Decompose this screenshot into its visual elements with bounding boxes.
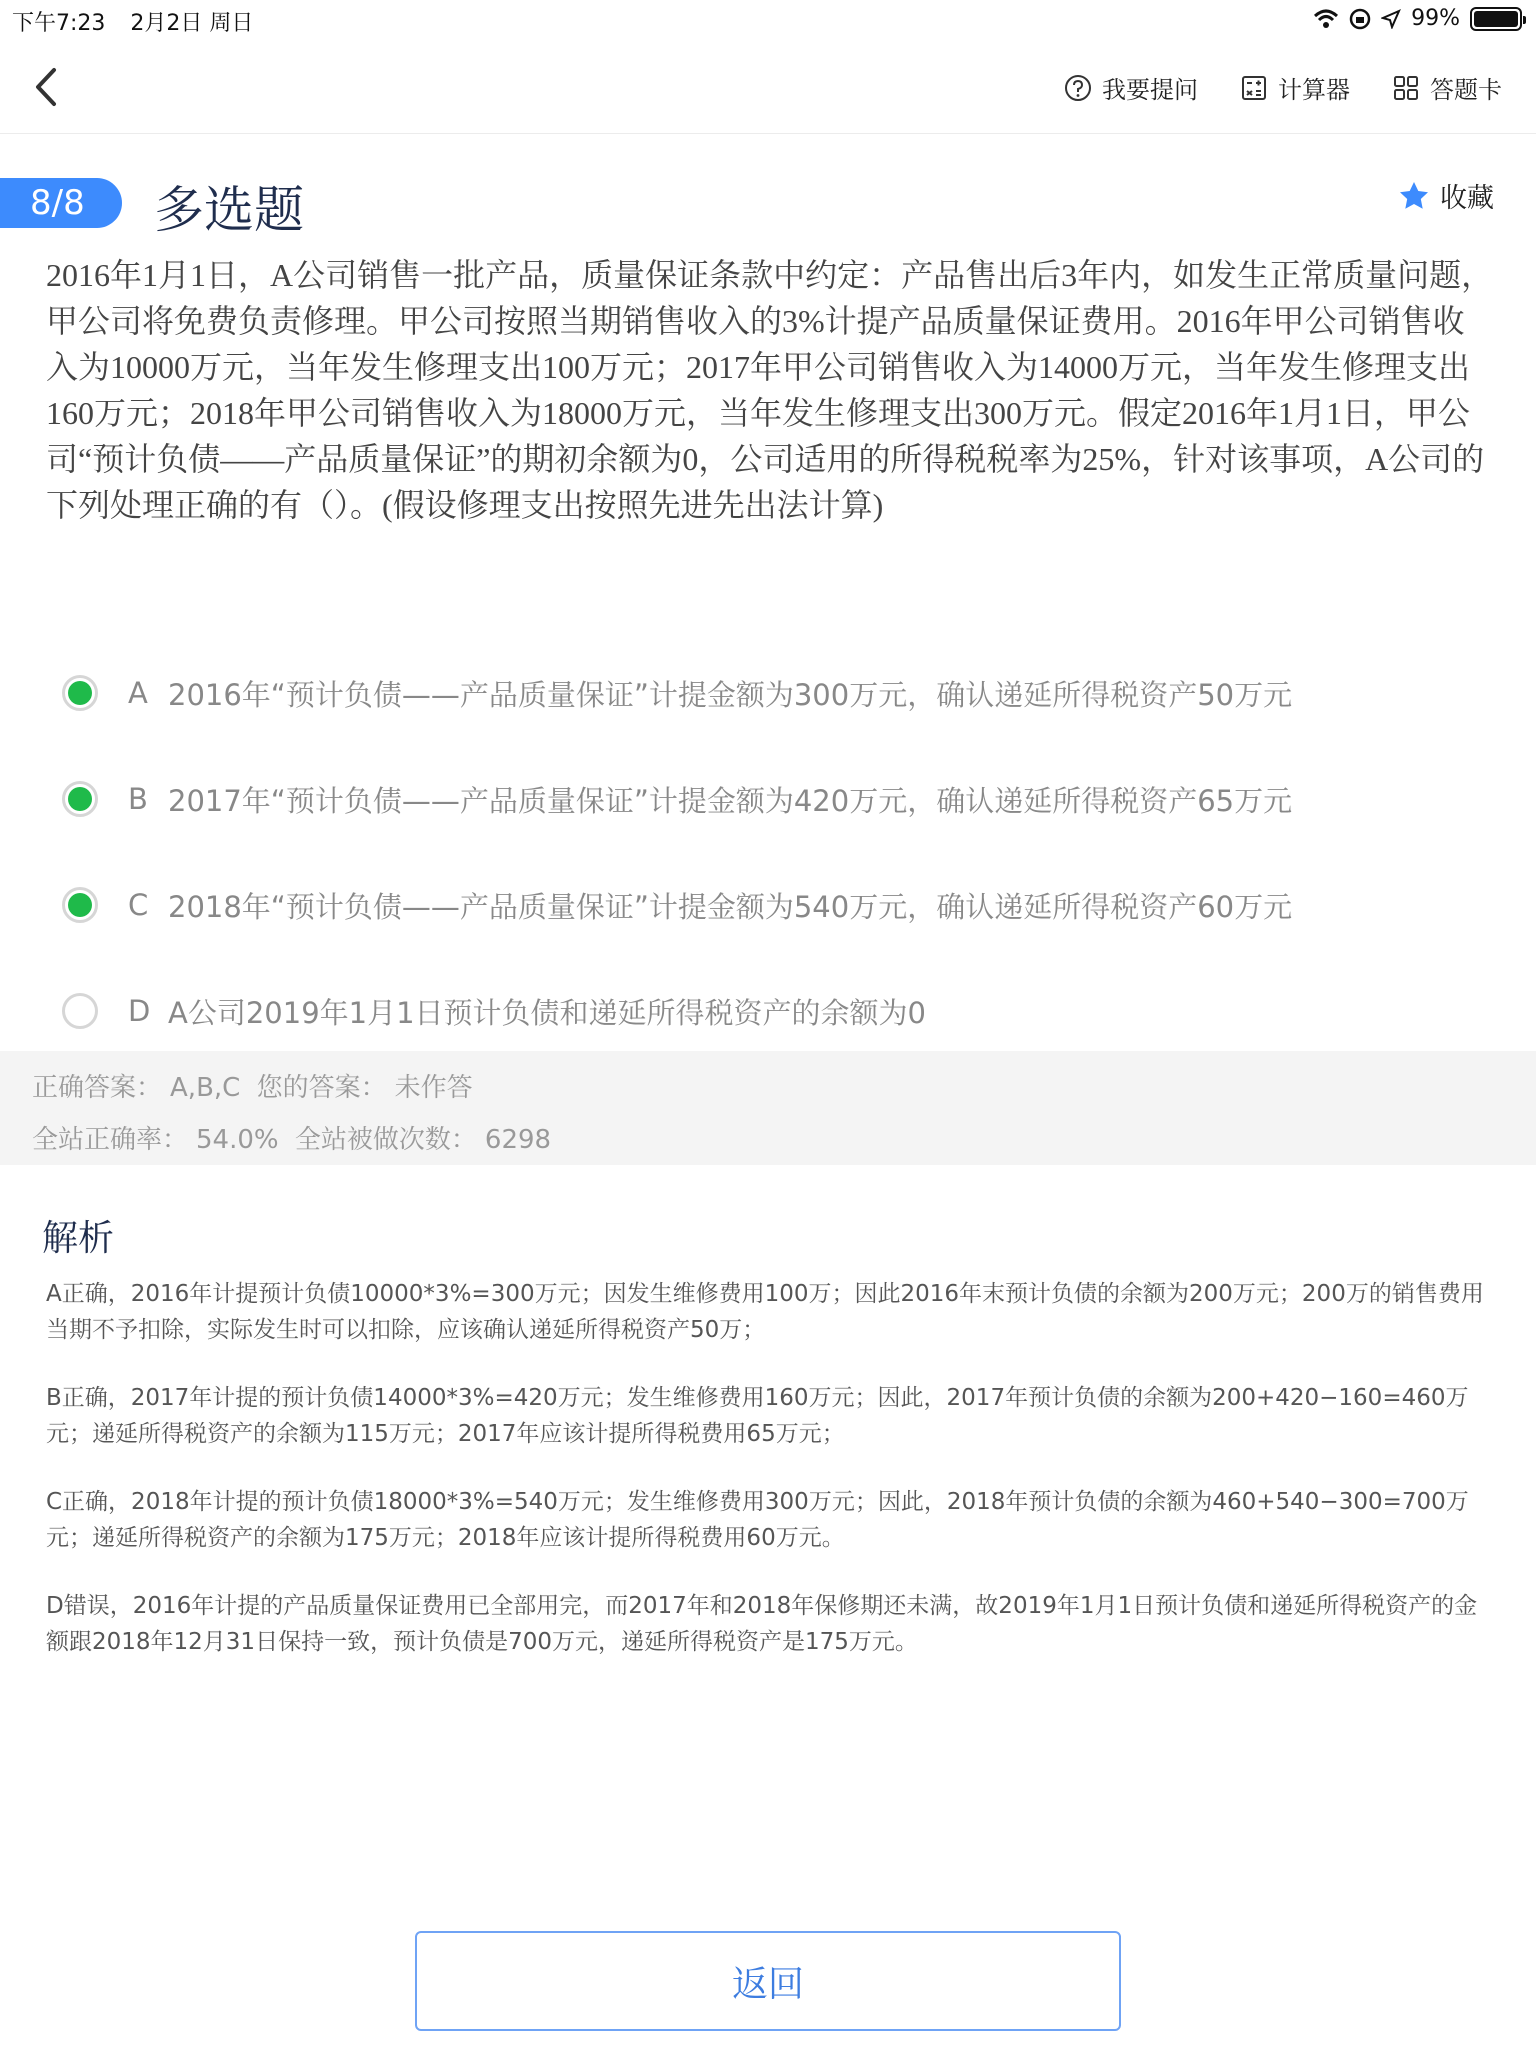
status-date: 2月2日 周日	[130, 11, 254, 36]
attempt-count-label: 全站被做次数：	[294, 1125, 477, 1155]
correct-answer-label: 正确答案：	[32, 1073, 163, 1103]
top-nav	[0, 40, 1536, 134]
status-time: 下午7:23	[12, 11, 106, 36]
return-button[interactable]: 返回	[415, 1931, 1121, 2031]
option-b[interactable]	[0, 746, 1536, 852]
nav-actions	[1064, 70, 1502, 105]
ask-question-button[interactable]	[1064, 70, 1198, 105]
option-d-letter: D	[128, 994, 151, 1028]
selected-dot-icon	[68, 787, 92, 811]
option-c-text: 2018年“预计负债——产品质量保证”计提金额为540万元，确认递延所得税资产60万元	[168, 889, 1293, 924]
option-b-radio[interactable]	[62, 781, 98, 817]
battery-icon	[1470, 7, 1522, 31]
wifi-icon	[1313, 8, 1339, 30]
rotation-lock-icon	[1349, 8, 1371, 30]
battery-percent: 99%	[1411, 6, 1460, 31]
analysis-paragraph: A正确，2016年计提预计负债10000*3%=300万元；因发生维修费用100万；因此2016年末预计负债的余额为200万元；200万的销售费用当期不予扣除，实际发生时可以扣除，应该确认递延所得税资产50万；	[46, 1281, 1484, 1343]
selected-dot-icon	[68, 893, 92, 917]
star-icon	[1398, 180, 1430, 212]
correct-answer-value: A,B,C	[170, 1073, 241, 1103]
back-arrow-icon[interactable]	[26, 64, 66, 110]
option-d[interactable]	[0, 958, 1536, 1064]
calculator-label: 计算器	[1278, 76, 1350, 104]
analysis-title: 解析	[42, 1218, 115, 1259]
option-d-text: A公司2019年1月1日预计负债和递延所得税资产的余额为0	[168, 995, 926, 1030]
option-c[interactable]	[0, 852, 1536, 958]
analysis-paragraph: B正确，2017年计提的预计负债14000*3%=420万元；发生维修费用160万元；因此，2017年预计负债的余额为200+420−160=460万元；递延所得税资产的余额为115万元；2017年应该计提所得税费用65万元；	[46, 1385, 1469, 1447]
attempt-count-value: 6298	[484, 1125, 552, 1155]
grid-icon	[1392, 74, 1420, 102]
calculator-icon	[1240, 74, 1268, 102]
analysis-body	[46, 1276, 1486, 1692]
favorite-label: 收藏	[1440, 183, 1494, 214]
question-stem: 2016年1月1日，A公司销售一批产品，质量保证条款中约定：产品售出后3年内，如发生正常质量问题，甲公司将免费负责修理。甲公司按照当期销售收入的3%计提产品质量保证费用。2016年甲公司销售收入为10000万元，当年发生修理支出100万元；2017年甲公司销售收入为14000万元，当年发生修理支出160万元；2018年甲公司销售收入为18000万元，当年发生修理支出300万元。假定2016年1月1日，甲公司“预计负债——产品质量保证”的期初余额为0，公司适用的所得税税率为25%，针对该事项，A公司的下列处理正确的有（）。(假设修理支出按照先进先出法计算)	[46, 257, 1494, 523]
option-b-text: 2017年“预计负债——产品质量保证”计提金额为420万元，确认递延所得税资产65万元	[168, 783, 1293, 818]
ask-question-label: 我要提问	[1102, 76, 1198, 104]
option-a-radio[interactable]	[62, 675, 98, 711]
selected-dot-icon	[68, 681, 92, 705]
correct-rate-value: 54.0%	[196, 1125, 279, 1155]
your-answer-label: 您的答案：	[256, 1073, 387, 1103]
status-right	[1313, 6, 1522, 31]
options-list	[0, 640, 1536, 1064]
option-b-letter: B	[128, 782, 148, 816]
question-progress-badge: 8/8	[0, 178, 122, 228]
answer-row	[32, 1067, 481, 1104]
answer-card-label: 答题卡	[1430, 76, 1502, 104]
stats-row	[32, 1119, 559, 1156]
status-left	[12, 6, 271, 37]
analysis-paragraph: D错误，2016年计提的产品质量保证费用已全部用完，而2017年和2018年保修期还未满，故2019年1月1日预计负债和递延所得税资产的金额跟2018年12月31日保持一致，预计负债是700万元，递延所得税资产是175万元。	[46, 1593, 1478, 1655]
option-d-radio[interactable]	[62, 993, 98, 1029]
favorite-button[interactable]	[1398, 176, 1494, 215]
question-icon	[1064, 74, 1092, 102]
location-icon	[1381, 9, 1401, 29]
option-a[interactable]	[0, 640, 1536, 746]
analysis-paragraph: C正确，2018年计提的预计负债18000*3%=540万元；发生维修费用300万元；因此，2018年预计负债的余额为460+540−300=700万元；递延所得税资产的余额为175万元；2018年应该计提所得税费用60万元。	[46, 1489, 1469, 1551]
answer-card-button[interactable]	[1392, 70, 1502, 105]
option-c-radio[interactable]	[62, 887, 98, 923]
correct-rate-label: 全站正确率：	[32, 1125, 189, 1155]
answer-info	[0, 1051, 1536, 1165]
calculator-button[interactable]	[1240, 70, 1350, 105]
option-a-text: 2016年“预计负债——产品质量保证”计提金额为300万元，确认递延所得税资产50万元	[168, 677, 1293, 712]
option-a-letter: A	[128, 676, 148, 710]
question-type-title: 多选题	[154, 181, 304, 239]
status-bar	[0, 0, 1536, 40]
your-answer-value: 未作答	[394, 1073, 473, 1103]
option-c-letter: C	[128, 888, 149, 922]
